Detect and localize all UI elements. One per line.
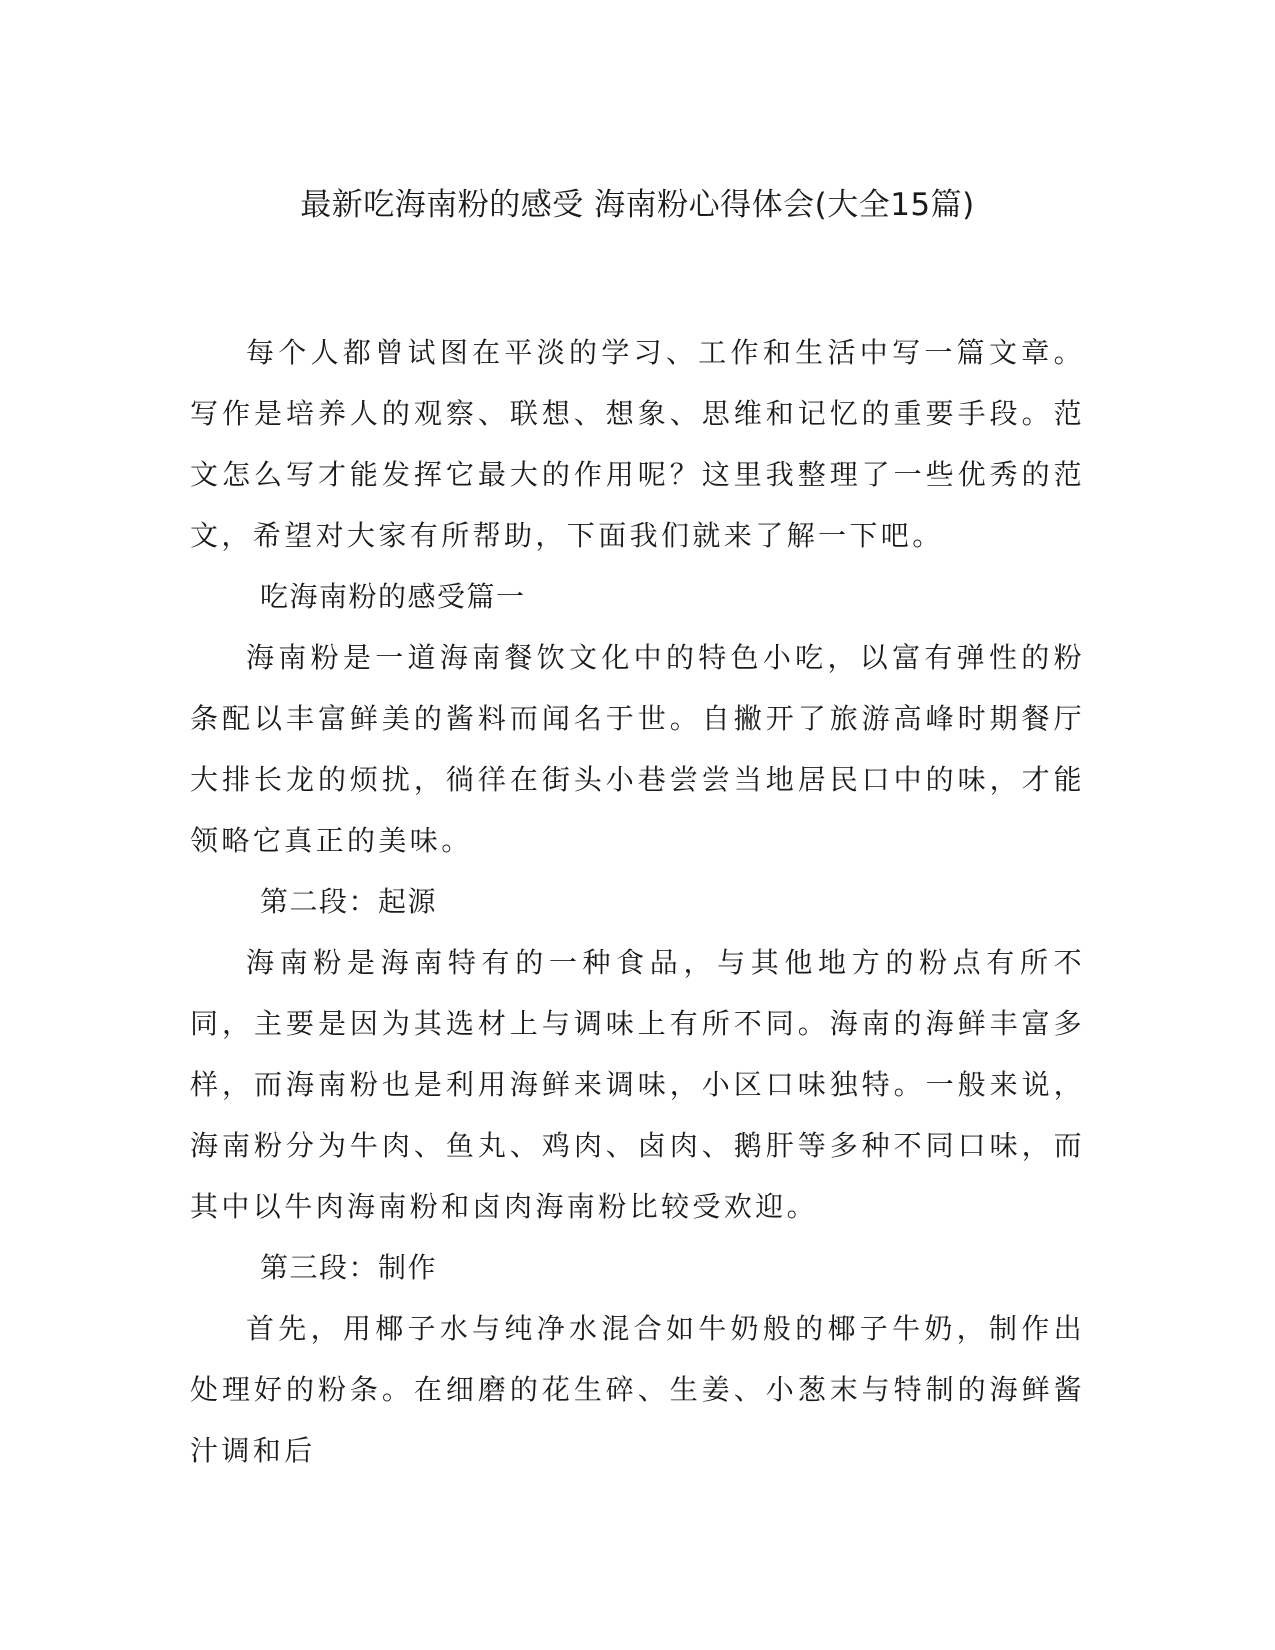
paragraph-overview: 海南粉是一道海南餐饮文化中的特色小吃，以富有弹性的粉条配以丰富鲜美的酱料而闻名于世。自撇开了旅游高峰时期餐厅大排长龙的烦扰，徜徉在街头小巷尝尝当地居民口中的味，才能领略它真正的美味。: [190, 641, 1085, 857]
section-heading-part-one: 吃海南粉的感受篇一: [260, 580, 526, 613]
document-title: 最新吃海南粉的感受 海南粉心得体会(大全15篇): [300, 187, 975, 223]
document-body: [190, 322, 1085, 1481]
paragraph-intro: 每个人都曾试图在平淡的学习、工作和生活中写一篇文章。写作是培养人的观察、联想、想象、思维和记忆的重要手段。范文怎么写才能发挥它最大的作用呢？这里我整理了一些优秀的范文，希望对大家有所帮助，下面我们就来了解一下吧。: [190, 336, 1085, 552]
section-heading-making: 第三段：制作: [260, 1251, 438, 1284]
paragraph-making: 首先，用椰子水与纯净水混合如牛奶般的椰子牛奶，制作出处理好的粉条。在细磨的花生碎、生姜、小葱末与特制的海鲜酱汁调和后: [190, 1312, 1085, 1467]
section-heading-origin: 第二段：起源: [260, 885, 438, 918]
paragraph-origin: 海南粉是海南特有的一种食品，与其他地方的粉点有所不同，主要是因为其选材上与调味上有所不同。海南的海鲜丰富多样，而海南粉也是利用海鲜来调味，小区口味独特。一般来说，海南粉分为牛肉、鱼丸、鸡肉、卤肉、鹅肝等多种不同口味，而其中以牛肉海南粉和卤肉海南粉比较受欢迎。: [190, 946, 1085, 1223]
